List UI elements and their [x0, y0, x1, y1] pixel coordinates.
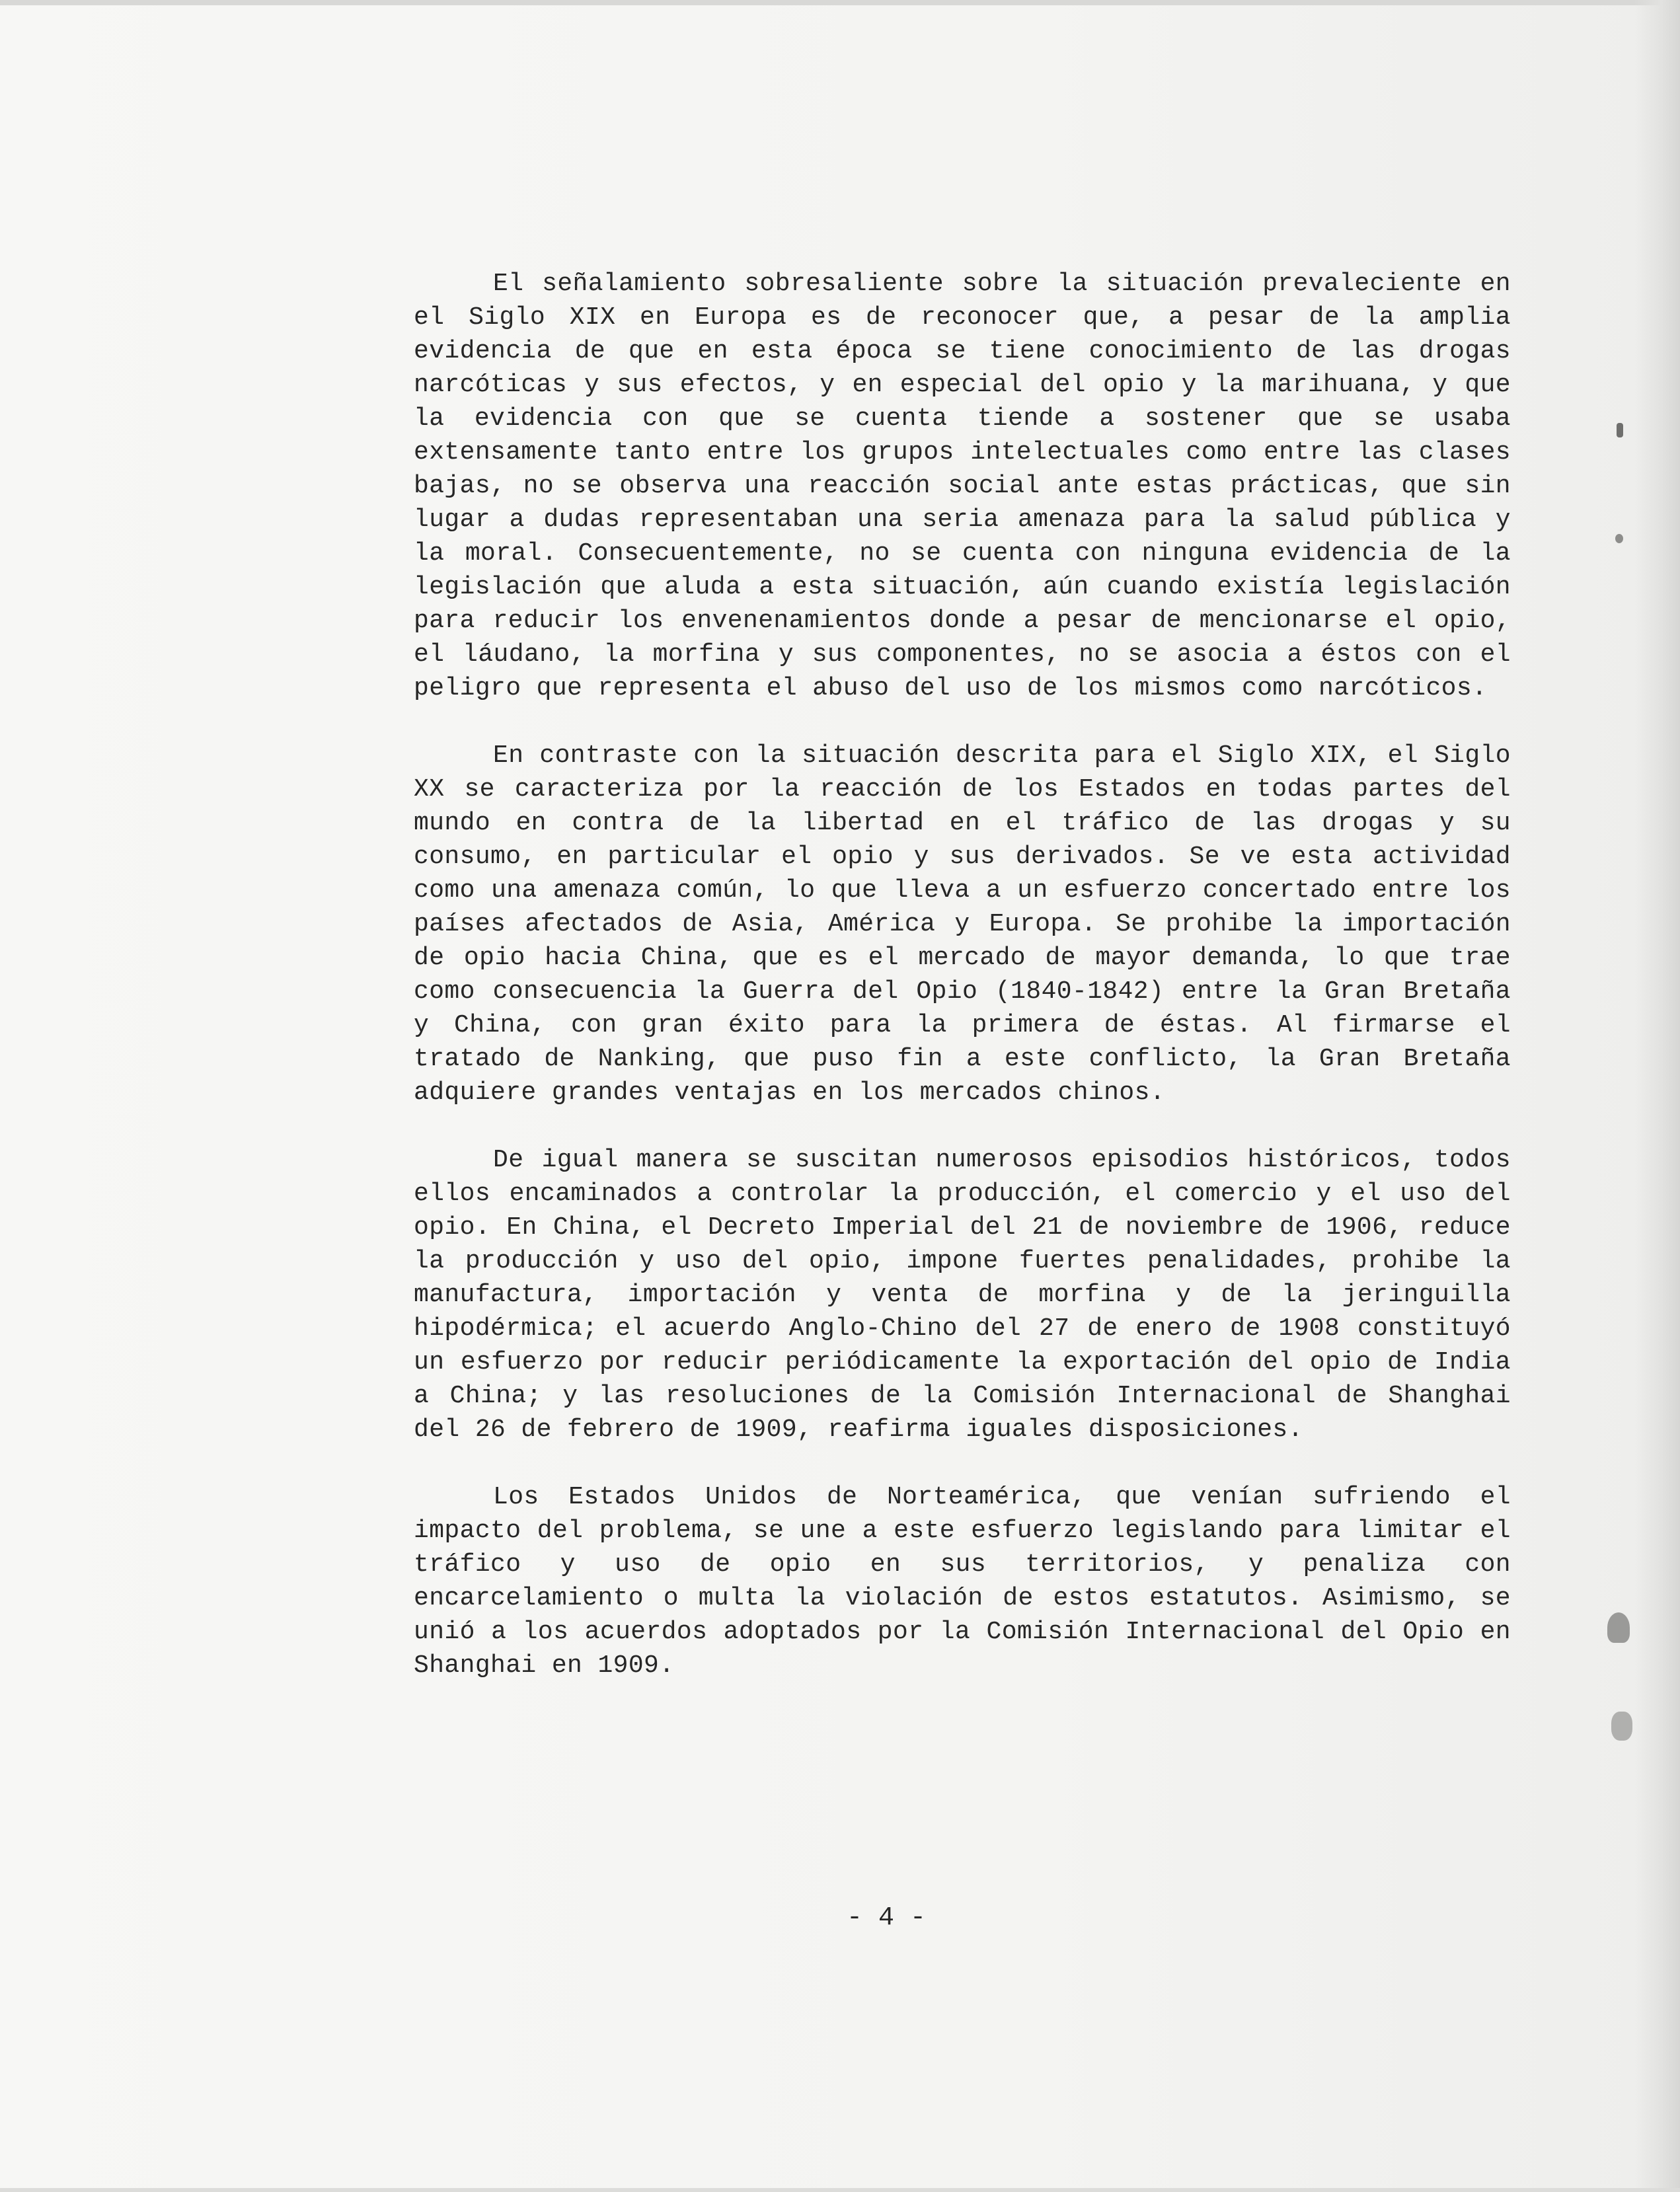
binder-hole-mark	[1611, 1712, 1632, 1741]
margin-speck	[1617, 423, 1623, 437]
margin-speck	[1615, 534, 1623, 543]
paragraph-4: Los Estados Unidos de Norteamérica, que venían sufriendo el impacto del problema, se une a este esfuerzo legislando para limitar el tráfico y uso de opio en sus territorios, y penaliza con encarcelamiento o multa la violación de estos estatutos. Asimismo, se unió a los acuerdos adoptados por la Comisión Internacional del Opio en Shanghai en 1909.	[414, 1483, 1511, 1680]
paragraph-3: De igual manera se suscitan numerosos episodios históricos, todos ellos encaminados a controlar la producción, el comercio y el uso del opio. En China, el Decreto Imperial del 21 de noviembre de 1906, reduce la producción y uso del opio, impone fuertes penalidades, prohibe la manufactura, importación y venta de morfina y de la jeringuilla hipodérmica; el acuerdo Anglo-Chino del 27 de enero de 1908 constituyó un esfuerzo por reducir periódicamente la exportación del opio de India a China; y las resoluciones de la Comisión Internacional de Shanghai del 26 de febrero de 1909, reafirma iguales disposiciones.	[414, 1146, 1511, 1444]
binder-hole-mark	[1607, 1612, 1630, 1643]
body-text	[414, 267, 1511, 1682]
paragraph-2: En contraste con la situación descrita para el Siglo XIX, el Siglo XX se caracteriza por la reacción de los Estados en todas partes del mundo en contra de la libertad en el tráfico de las drogas y su consumo, en particular el opio y sus derivados. Se ve esta actividad como una amenaza común, lo que lleva a un esfuerzo concertado entre los países afectados de Asia, América y Europa. Se prohibe la importación de opio hacia China, que es el mercado de mayor demanda, lo que trae como consecuencia la Guerra del Opio (1840-1842) entre la Gran Bretaña y China, con gran éxito para la primera de éstas. Al firmarse el tratado de Nanking, que puso fin a este conflicto, la Gran Bretaña adquiere grandes ventajas en los mercados chinos.	[414, 741, 1511, 1107]
page-bottom-edge	[0, 2188, 1680, 2192]
page-number: - 4 -	[846, 1903, 927, 1933]
page-right-edge	[1634, 0, 1680, 2192]
paragraph-1: El señalamiento sobresaliente sobre la situación prevaleciente en el Siglo XIX en Europa es de reconocer que, a pesar de la amplia evidencia de que en esta época se tiene conocimiento de las drogas narcóticas y sus efectos, y en especial del opio y la marihuana, y que la evidencia con que se cuenta tiende a sostener que se usaba extensamente tanto entre los grupos intelectuales como entre las clases bajas, no se observa una reacción social ante estas prácticas, que sin lugar a dudas representaban una seria amenaza para la salud pública y la moral. Consecuentemente, no se cuenta con ninguna evidencia de la legislación que aluda a esta situación, aún cuando existía legislación para reducir los envenenamientos donde a pesar de mencionarse el opio, el láudano, la morfina y sus componentes, no se asocia a éstos con el peligro que representa el abuso del uso de los mismos como narcóticos.	[414, 270, 1511, 702]
page-top-edge	[0, 0, 1680, 5]
